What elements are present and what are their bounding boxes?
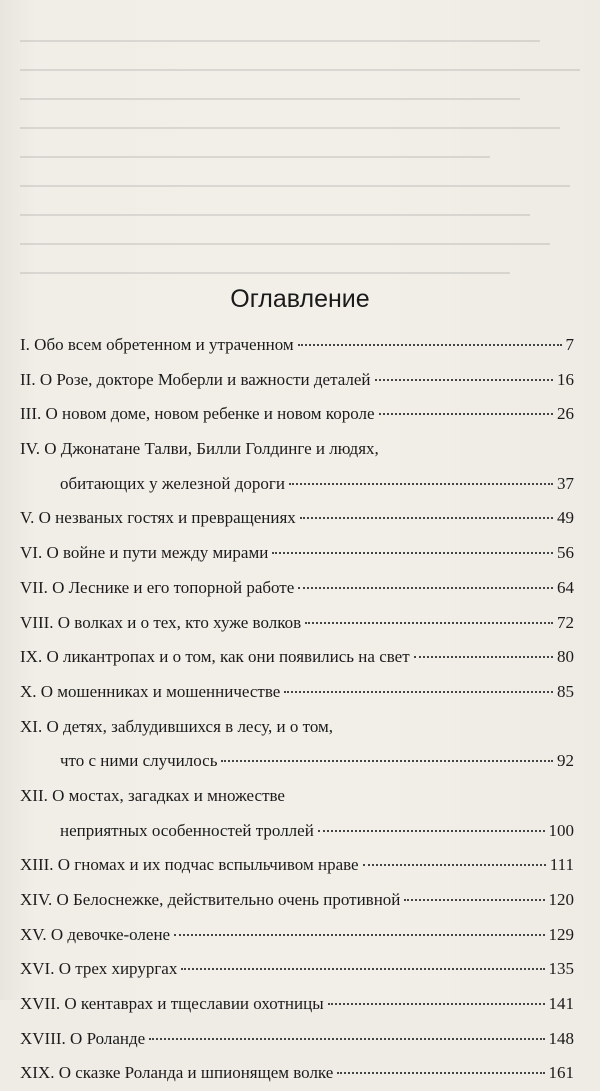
toc-entry-title: VII. О Леснике и его топорной работе (20, 577, 295, 597)
toc-entry-line (20, 363, 574, 398)
dot-leader (272, 552, 553, 554)
toc-entry (20, 987, 574, 1022)
toc-entry (20, 501, 574, 536)
toc-entry-title: что с ними случилось (60, 751, 218, 771)
page-number: 26 (557, 404, 574, 424)
toc-entry-continuation (20, 467, 574, 502)
toc-entry-title: X. О мошенниках и мошенничестве (20, 681, 281, 701)
dot-leader (300, 517, 553, 519)
toc-entry-title: XIII. О гномах и их подчас вспыльчивом нраве (20, 855, 359, 875)
toc-entry-line (20, 779, 574, 814)
toc-entry-title: XIX. О сказке Роланда и шпионящем волке (20, 1063, 334, 1083)
dot-leader (149, 1038, 544, 1040)
toc-entry-line (20, 918, 574, 953)
toc-entry-line (20, 1022, 574, 1057)
toc-entry-title: V. О незваных гостях и превращениях (20, 508, 296, 528)
toc-entry-line (20, 328, 574, 363)
dot-leader (414, 656, 553, 658)
toc-entry (20, 1022, 574, 1057)
table-of-contents (20, 328, 574, 1091)
dot-leader (221, 760, 553, 762)
toc-entry-line (20, 432, 574, 467)
toc-entry-line (20, 848, 574, 883)
toc-entry-title: XVII. О кентаврах и тщеславии охотницы (20, 994, 324, 1014)
page-number: 49 (557, 508, 574, 528)
toc-entry-title: IV. О Джонатане Талви, Билли Голдинге и людях, (20, 439, 379, 459)
page-number: 135 (548, 959, 574, 979)
page-number: 64 (557, 577, 574, 597)
toc-entry (20, 640, 574, 675)
toc-entry-title: II. О Розе, докторе Моберли и важности деталей (20, 369, 371, 389)
toc-entry (20, 432, 574, 501)
toc-entry-title: XIV. О Белоснежке, действительно очень противной (20, 890, 401, 909)
page-number: 120 (548, 890, 574, 909)
dot-leader (379, 413, 553, 415)
dot-leader (289, 483, 553, 485)
toc-entry-line (20, 606, 574, 641)
page-number: 161 (548, 1063, 574, 1083)
toc-entry-line (20, 675, 574, 710)
toc-entry-continuation (20, 814, 574, 849)
toc-entry-title: XVIII. О Роланде (20, 1028, 146, 1048)
toc-entry (20, 675, 574, 710)
toc-entry-line (20, 883, 574, 918)
toc-entry-title: XV. О девочке-олене (20, 924, 171, 944)
toc-entry-line (20, 571, 574, 606)
dot-leader (375, 379, 553, 381)
toc-entry-line (20, 987, 574, 1022)
page-number: 85 (557, 681, 574, 701)
dot-leader (318, 830, 545, 832)
dot-leader (174, 934, 544, 936)
dot-leader (305, 622, 553, 624)
page-number: 100 (548, 820, 574, 840)
page-number: 80 (557, 647, 574, 667)
dot-leader (181, 968, 544, 970)
toc-entry (20, 1056, 574, 1091)
page-number: 56 (557, 543, 574, 563)
page-number: 141 (548, 994, 574, 1014)
toc-entry-line (20, 501, 574, 536)
toc-entry-line (20, 952, 574, 987)
page-number: 37 (557, 473, 574, 493)
dot-leader (337, 1072, 544, 1074)
toc-entry (20, 397, 574, 432)
toc-entry (20, 328, 574, 363)
page-number: 16 (557, 369, 574, 389)
toc-entry-title: VIII. О волках и о тех, кто хуже волков (20, 612, 302, 632)
dot-leader (363, 864, 546, 866)
toc-entry (20, 848, 574, 883)
page-number: 92 (557, 751, 574, 771)
toc-entry (20, 363, 574, 398)
toc-entry-title: VI. О войне и пути между мирами (20, 543, 269, 563)
toc-entry (20, 952, 574, 987)
toc-entry-continuation (20, 744, 574, 779)
toc-entry-title: неприятных особенностей троллей (60, 820, 314, 840)
toc-entry (20, 710, 574, 779)
toc-entry-title: XII. О мостах, загадках и множестве (20, 785, 285, 805)
toc-entry-title: III. О новом доме, новом ребенке и новом короле (20, 404, 375, 424)
page-number: 72 (557, 612, 574, 632)
toc-entry-title: обитающих у железной дороги (60, 473, 286, 493)
toc-entry-line (20, 640, 574, 675)
toc-entry-line (20, 536, 574, 571)
toc-entry-title: IX. О ликантропах и о том, как они появились на свет (20, 647, 410, 667)
toc-entry-line (20, 710, 574, 745)
toc-entry (20, 536, 574, 571)
page-number: 148 (548, 1028, 574, 1048)
toc-entry (20, 606, 574, 641)
toc-entry-title: XVI. О трех хирургах (20, 959, 178, 979)
toc-entry-title: I. Обо всем обретенном и утраченном (20, 335, 294, 354)
dot-leader (284, 691, 553, 693)
toc-entry-line (20, 397, 574, 432)
dot-leader (298, 344, 562, 346)
page-number: 7 (565, 335, 574, 354)
page-number: 111 (549, 855, 574, 875)
toc-entry (20, 883, 574, 918)
dot-leader (404, 899, 544, 901)
toc-entry-title: XI. О детях, заблудившихся в лесу, и о том, (20, 716, 334, 736)
page-number: 129 (548, 924, 574, 944)
dot-leader (298, 587, 553, 589)
toc-entry-line (20, 1056, 574, 1091)
toc-entry (20, 779, 574, 848)
page-title: Оглавление (230, 285, 370, 313)
dot-leader (328, 1003, 545, 1005)
toc-entry (20, 571, 574, 606)
toc-entry (20, 918, 574, 953)
